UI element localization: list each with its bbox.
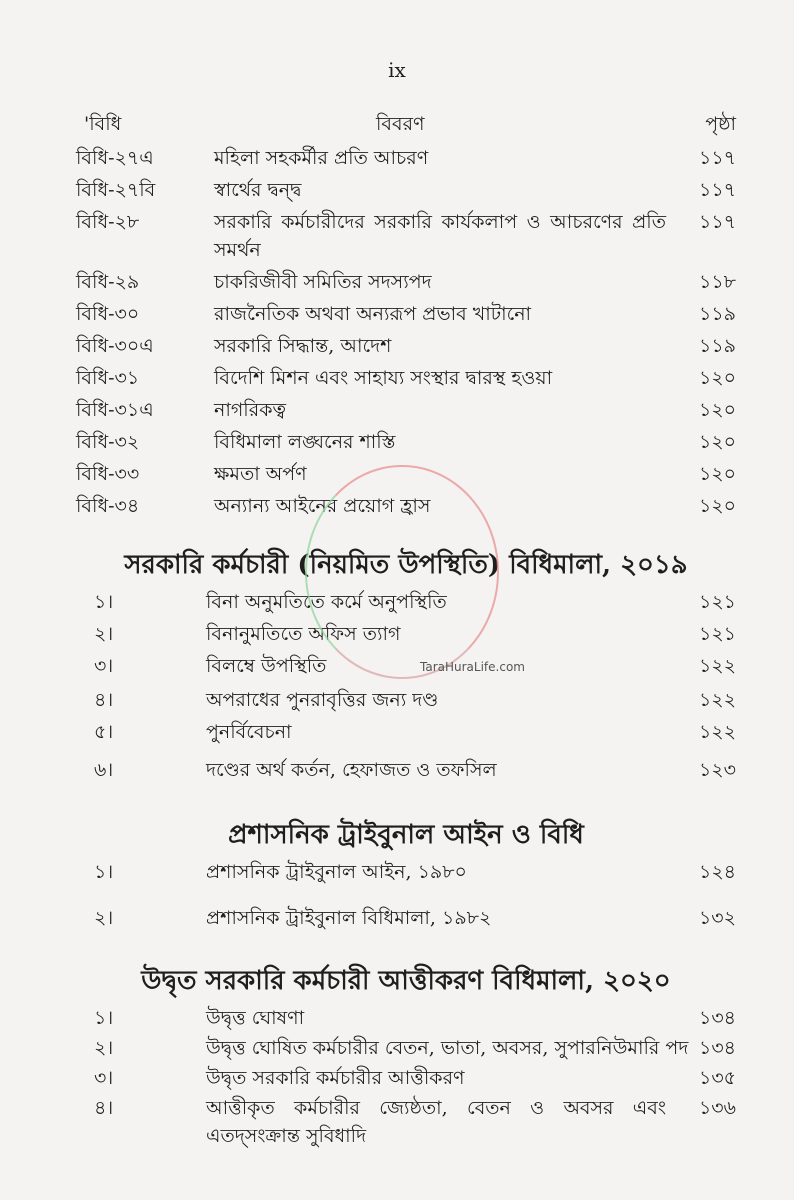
toc-entry <box>76 1004 736 1032</box>
toc-header <box>76 110 736 138</box>
entry-number: বিধি-৩৪ <box>76 495 140 517</box>
toc-entry <box>76 904 736 932</box>
entry-description: অন্যান্য আইনের প্রয়োগ হ্রাস <box>214 495 431 517</box>
entry-number: ৩। <box>94 655 114 677</box>
entry-description: প্রশাসনিক ট্রাইবুনাল বিধিমালা, ১৯৮২ <box>206 907 492 929</box>
entry-page: ১৩৪ <box>698 1037 736 1059</box>
entry-description: উদ্বৃত্ত ঘোষণা <box>206 1007 305 1029</box>
entry-number: বিধি-৩০ <box>76 303 140 325</box>
entry-page: ১২১ <box>698 623 736 645</box>
header-rule: 'বিধি <box>84 113 122 135</box>
entry-description: উদ্বৃত সরকারি কর্মচারীর আত্তীকরণ <box>206 1067 465 1089</box>
entry-page: ১২২ <box>698 689 736 711</box>
entry-number: বিধি-৩০এ <box>76 335 154 357</box>
entry-description: চাকরিজীবী সমিতির সদস্যপদ <box>214 271 432 293</box>
toc-entry <box>76 208 736 264</box>
toc-entry <box>76 718 736 746</box>
entry-page: ১২০ <box>698 367 736 389</box>
entry-description: বিদেশি মিশন এবং সাহায্য সংস্থার দ্বারস্থ হওয়া <box>214 367 553 389</box>
entry-number: বিধি-৩১ <box>76 367 140 389</box>
toc-entry <box>76 588 736 616</box>
entry-number: বিধি-২৮ <box>76 211 140 233</box>
entry-page: ১৩৬ <box>698 1097 736 1119</box>
entry-page: ১৩৪ <box>698 1007 736 1029</box>
entry-description: অপরাধের পুনরাবৃত্তির জন্য দণ্ড <box>206 689 439 711</box>
entry-description: রাজনৈতিক অথবা অন্যরূপ প্রভাব খাটানো <box>214 303 532 325</box>
toc-entry <box>76 1064 736 1092</box>
entry-number: বিধি-২৭এ <box>76 147 154 169</box>
section-heading: উদ্বৃত সরকারি কর্মচারী আত্তীকরণ বিধিমালা, ২০২০ <box>141 966 671 996</box>
toc-entry <box>76 268 736 296</box>
section-heading: প্রশাসনিক ট্রাইবুনাল আইন ও বিধি <box>228 820 584 850</box>
entry-description: বিনা অনুমতিতে কর্মে অনুপস্থিতি <box>206 591 447 613</box>
entry-number: বিধি-২৭বি <box>76 179 156 201</box>
entry-page: ১১৯ <box>699 335 736 357</box>
toc-entry <box>76 460 736 488</box>
entry-page: ১২৪ <box>698 861 736 883</box>
entry-description: নাগরিকত্ব <box>214 399 286 421</box>
entry-page: ১৩২ <box>698 907 736 929</box>
entry-page: ১১৭ <box>698 211 736 233</box>
toc-entry <box>76 492 736 520</box>
toc-entry <box>76 652 736 680</box>
entry-description: দণ্ডের অর্থ কর্তন, হেফাজত ও তফসিল <box>206 759 497 781</box>
header-description: বিবরণ <box>376 113 425 135</box>
entry-description: স্বার্থের দ্বন্দ্ব <box>214 179 302 201</box>
entry-number: বিধি-৩৩ <box>76 463 140 485</box>
toc-entry <box>76 332 736 360</box>
entry-page: ১১৯ <box>699 303 736 325</box>
entry-description: সরকারি সিদ্ধান্ত, আদেশ <box>214 335 392 357</box>
entry-page: ১২২ <box>698 721 736 743</box>
entry-description: বিধিমালা লঙ্ঘনের শাস্তি <box>214 431 396 453</box>
entry-page: ১১৭ <box>698 179 736 201</box>
entry-number: ৩। <box>94 1067 114 1089</box>
entry-description: উদ্বৃত্ত ঘোষিত কর্মচারীর বেতন, ভাতা, অবসর, সুপারনিউমারি পদ <box>206 1037 689 1059</box>
entry-description: মহিলা সহকর্মীর প্রতি আচরণ <box>214 147 429 169</box>
toc-entry <box>76 756 736 784</box>
table-of-contents <box>76 0 736 1200</box>
entry-description: প্রশাসনিক ট্রাইবুনাল আইন, ১৯৮০ <box>206 861 467 883</box>
entry-number: ১। <box>94 1007 114 1029</box>
section-heading: সরকারি কর্মচারী (নিয়মিত উপস্থিতি) বিধিমালা, ২০১৯ <box>124 550 688 580</box>
entry-page: ১২০ <box>698 431 736 453</box>
entry-number: ১। <box>94 861 114 883</box>
toc-entry <box>76 300 736 328</box>
toc-entry <box>76 1034 736 1062</box>
entry-page: ১২১ <box>698 591 736 613</box>
entry-number: ২। <box>94 907 114 929</box>
entry-number: ২। <box>94 1037 114 1059</box>
toc-entry <box>76 858 736 886</box>
toc-entry <box>76 364 736 392</box>
toc-entry <box>76 686 736 714</box>
entry-page: ১৩৫ <box>698 1067 736 1089</box>
entry-page: ১২০ <box>698 463 736 485</box>
toc-entry <box>76 144 736 172</box>
entry-description: পুনর্বিবেচনা <box>206 721 292 743</box>
entry-number: ২। <box>94 623 114 645</box>
entry-number: বিধি-২৯ <box>76 271 140 293</box>
toc-entry <box>76 396 736 424</box>
entry-number: ৬। <box>94 759 114 781</box>
entry-number: ৫। <box>94 721 114 743</box>
entry-page: ১১৭ <box>698 147 736 169</box>
entry-number: ৪। <box>94 1097 114 1119</box>
page-number: ix <box>388 58 406 82</box>
entry-page: ১২০ <box>698 495 736 517</box>
entry-page: ১১৮ <box>699 271 736 293</box>
toc-entry <box>76 176 736 204</box>
entry-page: ১২২ <box>698 655 736 677</box>
entry-number: ৪। <box>94 689 114 711</box>
entry-page: ১২০ <box>698 399 736 421</box>
watermark-text: TaraHuraLife.com <box>420 660 525 674</box>
entry-number: বিধি-৩১এ <box>76 399 154 421</box>
entry-description: সরকারি কর্মচারীদের সরকারি কার্যকলাপ ও আচরণের প্রতি সমর্থন <box>214 211 666 261</box>
toc-entry <box>76 1094 736 1150</box>
entry-number: বিধি-৩২ <box>76 431 140 453</box>
toc-entry <box>76 620 736 648</box>
entry-number: ১। <box>94 591 114 613</box>
entry-description: বিনানুমতিতে অফিস ত্যাগ <box>206 623 401 645</box>
entry-description: ক্ষমতা অর্পণ <box>214 463 307 485</box>
toc-entry <box>76 428 736 456</box>
entry-description: বিলম্বে উপস্থিতি <box>206 655 327 677</box>
entry-description: আত্তীকৃত কর্মচারীর জ্যেষ্ঠতা, বেতন ও অবসর এবং এতদ্সংক্রান্ত সুবিধাদি <box>206 1097 666 1147</box>
entry-page: ১২৩ <box>698 759 736 781</box>
header-page: পৃষ্ঠা <box>705 113 736 135</box>
